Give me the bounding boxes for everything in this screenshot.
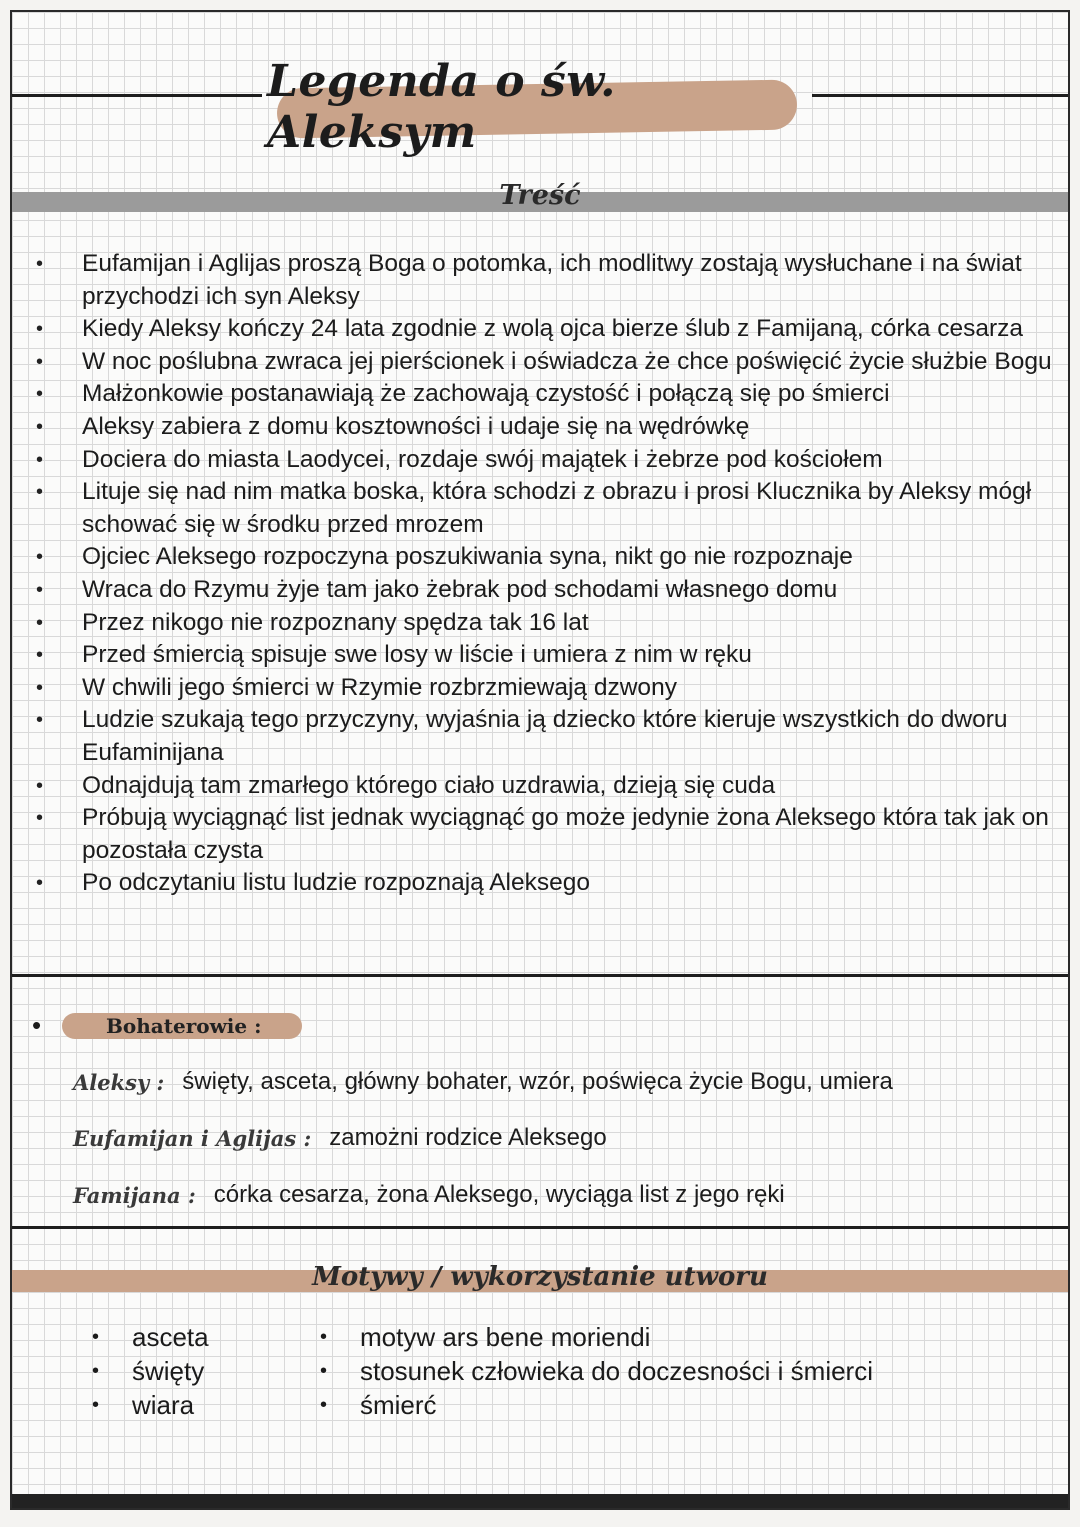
page-title: Legenda o św. Aleksym [267,56,616,158]
content-item: • Eufamijan i Aglijas proszą Boga o potomka, ich modlitwy zostają wysłuchane i na świat przychodzi ich syn Aleksy [32,248,1052,313]
title-block [267,56,807,158]
content-item: • Dociera do miasta Laodycei, rozdaje swój majątek i żebrze pod kościołem [32,444,1052,477]
title-rule-right [812,94,1068,97]
content-item: • W chwili jego śmierci w Rzymie rozbrzmiewają dzwony [32,672,1052,705]
notebook-page [10,10,1070,1510]
content-item: • Odnajdują tam zmarłego którego ciało uzdrawia, dzieją się cuda [32,770,1052,803]
hero-description: córka cesarza, żona Aleksego, wyciąga list z jego ręki [213,1181,785,1208]
hero-description: święty, asceta, główny bohater, wzór, poświęca życie Bogu, umiera [182,1068,893,1095]
hero-description: zamożni rodzice Aleksego [329,1124,607,1151]
content-heading: Treść [499,180,581,211]
hero-row [67,1068,893,1096]
divider-heroes-motifs [12,1226,1068,1229]
motif-item: • stosunek człowieka do doczesności i śmierci [312,1354,873,1388]
content-item: • Wraca do Rzymu żyje tam jako żebrak pod schodami własnego domu [32,574,1052,607]
motif-item: • wiara [84,1388,209,1422]
content-item: • Małżonkowie postanawiają że zachowają czystość i połączą się po śmierci [32,378,1052,411]
heroes-heading: Bohaterowie : [62,1013,302,1039]
content-list [32,248,1052,900]
content-item: • Przez nikogo nie rozpoznany spędza tak 16 lat [32,607,1052,640]
motif-item: • święty [84,1354,209,1388]
content-item: • Kiedy Aleksy kończy 24 lata zgodnie z wolą ojca bierze ślub z Famijaną, córka cesarza [32,313,1052,346]
hero-row [67,1181,785,1209]
motif-item: • śmierć [312,1388,873,1422]
title-rule-left [12,94,262,97]
hero-name: Eufamijan i Aglijas : [67,1126,319,1151]
hero-name: Aleksy : [67,1070,172,1095]
page-bottom-edge [12,1494,1068,1508]
motifs-right-list [312,1320,873,1422]
motif-item: • motyw ars bene moriendi [312,1320,873,1354]
hero-name: Famijana : [67,1183,204,1208]
motif-item: • asceta [84,1320,209,1354]
motifs-heading: Motywy / wykorzystanie utworu [312,1262,768,1292]
content-item: • Ojciec Aleksego rozpoczyna poszukiwania syna, nikt go nie rozpoznaje [32,541,1052,574]
content-item: • Aleksy zabiera z domu kosztowności i udaje się na wędrówkę [32,411,1052,444]
hero-row [67,1124,607,1152]
content-item: • Próbują wyciągnąć list jednak wyciągnąć go może jedynie żona Aleksego która tak jak on pozostała czysta [32,802,1052,867]
content-item: • Przed śmiercią spisuje swe losy w liście i umiera z nim w ręku [32,639,1052,672]
content-item: • W noc poślubna zwraca jej pierścionek i oświadcza że chce poświęcić życie służbie Bogu [32,346,1052,379]
content-item: • Lituje się nad nim matka boska, która schodzi z obrazu i prosi Klucznika by Aleksy mógł schować się w środku przed mrozem [32,476,1052,541]
divider-content-heroes [12,974,1068,977]
content-item: • Po odczytaniu listu ludzie rozpoznają Aleksego [32,867,1052,900]
content-item: • Ludzie szukają tego przyczyny, wyjaśnia ją dziecko które kieruje wszystkich do dworu Eufaminijana [32,704,1052,769]
heroes-bullet: • [32,1010,42,1040]
heroes-heading-row [32,1010,302,1041]
motifs-left-list [84,1320,209,1422]
